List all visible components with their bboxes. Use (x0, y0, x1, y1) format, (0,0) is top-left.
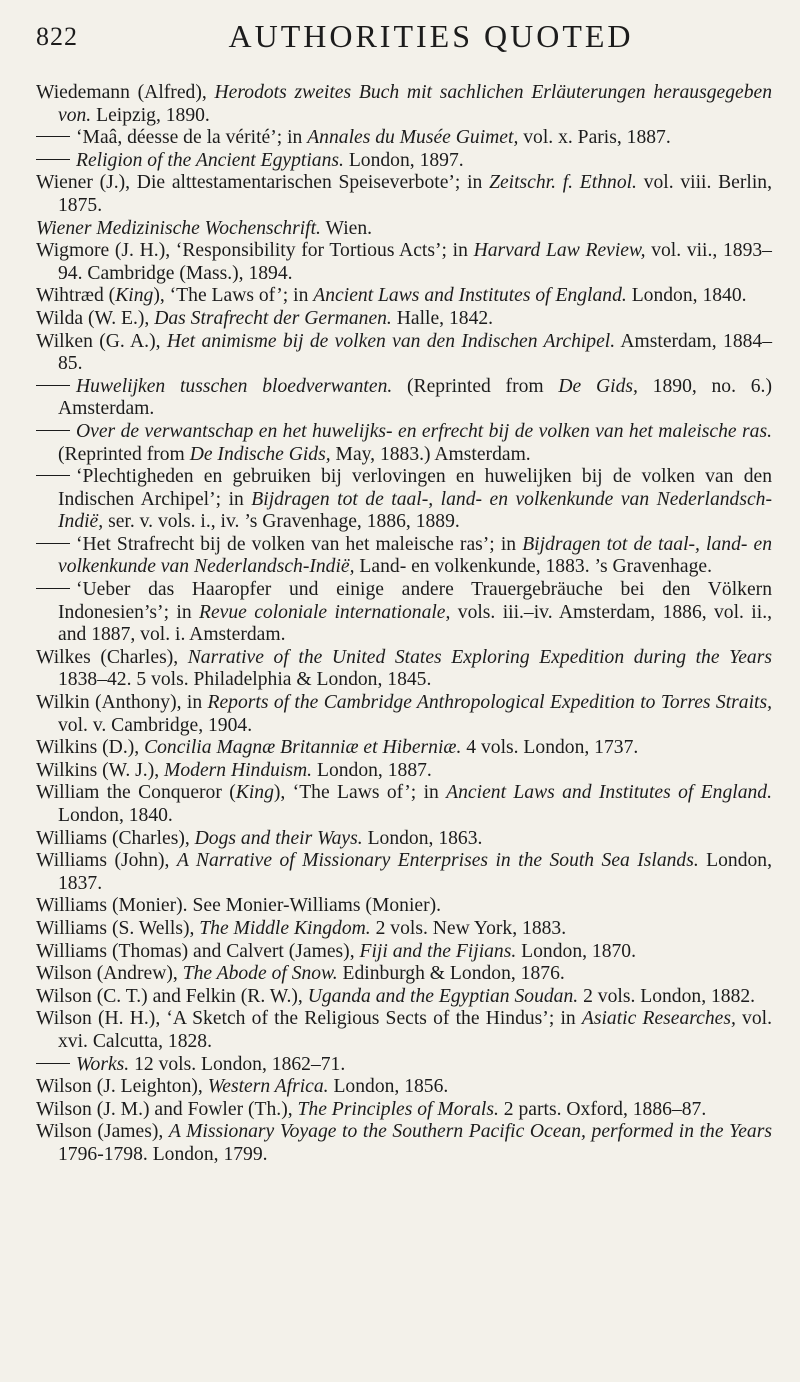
entry-text: Wilkins (D.), (36, 737, 145, 759)
entry-title-italic: Harvard Law Review, (473, 240, 646, 262)
bibliography-entry (36, 534, 772, 579)
bibliography-entry (36, 895, 772, 918)
entry-text: 4 vols. London, 1737. (461, 737, 639, 759)
entry-title-italic: Wiener Medizinische Wochenschrift. (36, 217, 321, 239)
entry-title-italic: Reports of the Cambridge Anthropological Expedition to Torres Straits, (207, 692, 772, 714)
entry-title-italic: The Middle Kingdom. (199, 917, 371, 939)
entry-text: Amsterdam, 1884–85. (58, 330, 773, 375)
entry-text: ), ‘The Laws of’; in (153, 285, 314, 307)
bibliography-list (36, 82, 772, 1167)
entry-title-italic: Religion of the Ancient Egyptians. (76, 149, 344, 171)
entry-text: London, 1840. (58, 805, 173, 826)
entry-title-italic: The Principles of Morals. (297, 1098, 499, 1120)
bibliography-entry (36, 240, 772, 285)
entry-text: Williams (S. Wells), (36, 917, 200, 939)
bibliography-entry (36, 285, 772, 308)
entry-text: (Reprinted from (58, 443, 190, 465)
entry-title-italic: Bijdragen tot de taal-, land- en volkenkunde van Nederlandsch-Indië, (58, 488, 772, 533)
bibliography-entry (36, 850, 772, 895)
ditto-dash (36, 430, 70, 431)
bibliography-entry (36, 828, 772, 851)
entry-text: Wilson (Andrew), (36, 963, 183, 985)
entry-title-italic: Over de verwantschap en het huwelijks- en erfrecht bij de volken van het maleische ras. (76, 420, 772, 442)
bibliography-entry (36, 466, 772, 534)
bibliography-entry (36, 1099, 772, 1122)
bibliography-entry (36, 218, 772, 241)
bibliography-entry (36, 127, 772, 150)
ditto-dash (36, 543, 70, 544)
bibliography-entry (36, 376, 772, 421)
entry-text: 2 parts. Oxford, 1886–87. (498, 1098, 707, 1120)
entry-title-italic: Ancient Laws and Institutes of England. (313, 285, 627, 307)
entry-text: 2 vols. New York, 1883. (370, 917, 567, 939)
bibliography-entry (36, 692, 772, 737)
entry-title-italic: The Abode of Snow. (182, 963, 338, 985)
entry-text: Edinburgh & London, 1876. (337, 963, 565, 985)
entry-text: vol. x. Paris, 1887. (518, 127, 671, 149)
bibliography-entry (36, 308, 772, 331)
page-number: 822 (36, 22, 78, 51)
entry-text: ‘Maâ, déesse de la vérité’; in (76, 127, 308, 149)
entry-text: Wien. (320, 217, 373, 239)
bibliography-entry (36, 1121, 772, 1166)
bibliography-entry (36, 82, 772, 127)
entry-title-italic: Narrative of the United States Exploring Expedition during the Years (187, 646, 772, 668)
entry-text: Wigmore (J. H.), ‘Responsibility for Tortious Acts’; in (36, 240, 474, 262)
entry-text: London, 1887. (312, 759, 432, 781)
entry-text: London, 1897. (343, 149, 464, 171)
entry-text: London, 1837. (58, 850, 772, 894)
entry-text: May, 1883.) Amsterdam. (330, 443, 531, 465)
bibliography-entry (36, 421, 772, 466)
entry-title-italic: Uganda and the Egyptian Soudan. (307, 985, 579, 1007)
entry-title-italic: King (235, 782, 274, 804)
bibliography-entry (36, 1054, 772, 1077)
ditto-dash (36, 475, 70, 476)
entry-title-italic: Zeitschr. f. Ethnol. (489, 172, 637, 194)
entry-title-italic: A Narrative of Missionary Enterprises in the South Sea Islands. (176, 850, 699, 872)
entry-text: Williams (Thomas) and Calvert (James), (36, 940, 360, 962)
entry-text: vol. v. Cambridge, 1904. (58, 714, 253, 736)
bibliography-entry (36, 986, 772, 1009)
bibliography-entry (36, 172, 772, 217)
bibliography-entry (36, 331, 772, 376)
bibliography-entry (36, 760, 772, 783)
ditto-dash (36, 1063, 70, 1064)
entry-text: Williams (John), (36, 850, 177, 872)
page-header (36, 0, 772, 82)
entry-text: ), ‘The Laws of’; in (273, 782, 447, 804)
bibliography-entry (36, 737, 772, 760)
running-head: AUTHORITIES QUOTED (228, 18, 634, 54)
bibliography-entry (36, 1076, 772, 1099)
entry-text: Wilda (W. E.), (36, 307, 155, 329)
entry-text: ‘Het Strafrecht bij de volken van het maleische ras’; in (76, 533, 523, 555)
entry-text: Land- en volkenkunde, 1883. ’s Gravenhage. (354, 556, 713, 578)
ditto-dash (36, 136, 70, 137)
bibliography-entry (36, 579, 772, 647)
entry-title-italic: Modern Hinduism. (164, 759, 313, 781)
entry-text: Williams (Monier). See Monier-Williams (Monier). (36, 895, 442, 917)
entry-text: Wilson (James), (36, 1121, 169, 1143)
entry-text: 2 vols. London, 1882. (578, 985, 756, 1007)
entry-text: ser. v. vols. i., iv. ’s Gravenhage, 1886, 1889. (103, 511, 460, 533)
entry-text: Williams (Charles), (36, 827, 195, 849)
bibliography-entry (36, 918, 772, 941)
ditto-dash (36, 385, 70, 386)
entry-text: vol. viii. Berlin, 1875. (58, 172, 772, 216)
bibliography-entry (36, 1008, 772, 1053)
entry-text: Wiedemann (Alfred), (36, 82, 215, 103)
entry-text: vols. iii.–iv. Amsterdam, 1886, vol. ii., and 1887, vol. i. Amsterdam. (58, 601, 772, 646)
entry-text: London, 1840. (626, 285, 747, 307)
entry-title-italic: Ancient Laws and Institutes of England. (446, 782, 772, 804)
entry-title-italic: Fiji and the Fijians. (359, 940, 517, 962)
entry-title-italic: Annales du Musée Guimet, (307, 127, 519, 149)
entry-text: 1838–42. 5 vols. Philadelphia & London, 1845. (58, 669, 432, 691)
bibliography-entry (36, 647, 772, 692)
bibliography-entry (36, 963, 772, 986)
entry-title-italic: De Gids, (558, 375, 638, 397)
entry-text: Wilson (C. T.) and Felkin (R. W.), (36, 985, 308, 1007)
entry-text: London, 1856. (328, 1076, 449, 1098)
entry-text: Wilson (J. M.) and Fowler (Th.), (36, 1098, 298, 1120)
entry-text: ‘Ueber das Haaropfer und einige andere Trauergebräuche bei den Völkern Indonesien’s’; in (58, 579, 772, 623)
entry-text: London, 1863. (362, 827, 483, 849)
ditto-dash (36, 159, 70, 160)
entry-text: Wiener (J.), Die alttestamentarischen Speiseverbote’; in (36, 172, 490, 194)
entry-title-italic: Dogs and their Ways. (194, 827, 363, 849)
entry-title-italic: Herodots zweites Buch mit sachlichen Erläuterungen herausgegeben von. (58, 82, 772, 126)
ditto-dash (36, 588, 70, 589)
entry-text: Wihtræd ( (36, 285, 116, 307)
entry-text: 1796-1798. London, 1799. (58, 1143, 268, 1165)
entry-title-italic: Asiatic Researches, (581, 1008, 736, 1030)
bibliography-entry (36, 150, 772, 173)
entry-text: Wilson (H. H.), ‘A Sketch of the Religious Sects of the Hindus’; in (36, 1008, 582, 1030)
entry-text: Wilkins (W. J.), (36, 759, 165, 781)
entry-title-italic: Concilia Magnæ Britanniæ et Hiberniæ. (144, 737, 462, 759)
entry-text: Wilken (G. A.), (36, 330, 167, 352)
entry-text: 12 vols. London, 1862–71. (129, 1053, 346, 1075)
entry-text: Wilkin (Anthony), in (36, 692, 208, 714)
entry-title-italic: Huwelijken tusschen bloedverwanten. (76, 375, 393, 397)
entry-text: Halle, 1842. (391, 307, 494, 329)
entry-text: Wilson (J. Leighton), (36, 1076, 208, 1098)
entry-text: 1890, no. 6.) Amsterdam. (58, 375, 772, 420)
bibliography-entry (36, 782, 772, 827)
entry-title-italic: De Indische Gids, (189, 443, 331, 465)
entry-text: London, 1870. (516, 940, 636, 962)
bibliography-entry (36, 941, 772, 964)
entry-title-italic: A Missionary Voyage to the Southern Pacific Ocean, performed in the Years (168, 1121, 772, 1143)
entry-text: ‘Plechtigheden en gebruiken bij verlovingen en huwelijken bij de volken van den Indischen Archipel’; in (58, 466, 772, 510)
entry-text: vol. xvi. Calcutta, 1828. (58, 1008, 772, 1052)
entry-text: Leipzig, 1890. (91, 104, 210, 126)
entry-text: Wilkes (Charles), (36, 646, 188, 668)
entry-title-italic: Works. (76, 1053, 130, 1075)
entry-title-italic: Das Strafrecht der Germanen. (154, 307, 392, 329)
entry-title-italic: Bijdragen tot de taal-, land- en volkenkunde van Nederlandsch-Indië, (58, 533, 773, 578)
entry-title-italic: Revue coloniale internationale, (198, 601, 451, 623)
entry-title-italic: Het animisme bij de volken van den Indischen Archipel. (166, 330, 616, 352)
entry-text: William the Conqueror ( (36, 782, 236, 804)
entry-text: vol. vii., 1893–94. Cambridge (Mass.), 1894. (58, 240, 772, 284)
entry-title-italic: Western Africa. (207, 1076, 329, 1098)
entry-text: (Reprinted from (392, 375, 559, 397)
entry-title-italic: King (115, 285, 154, 307)
